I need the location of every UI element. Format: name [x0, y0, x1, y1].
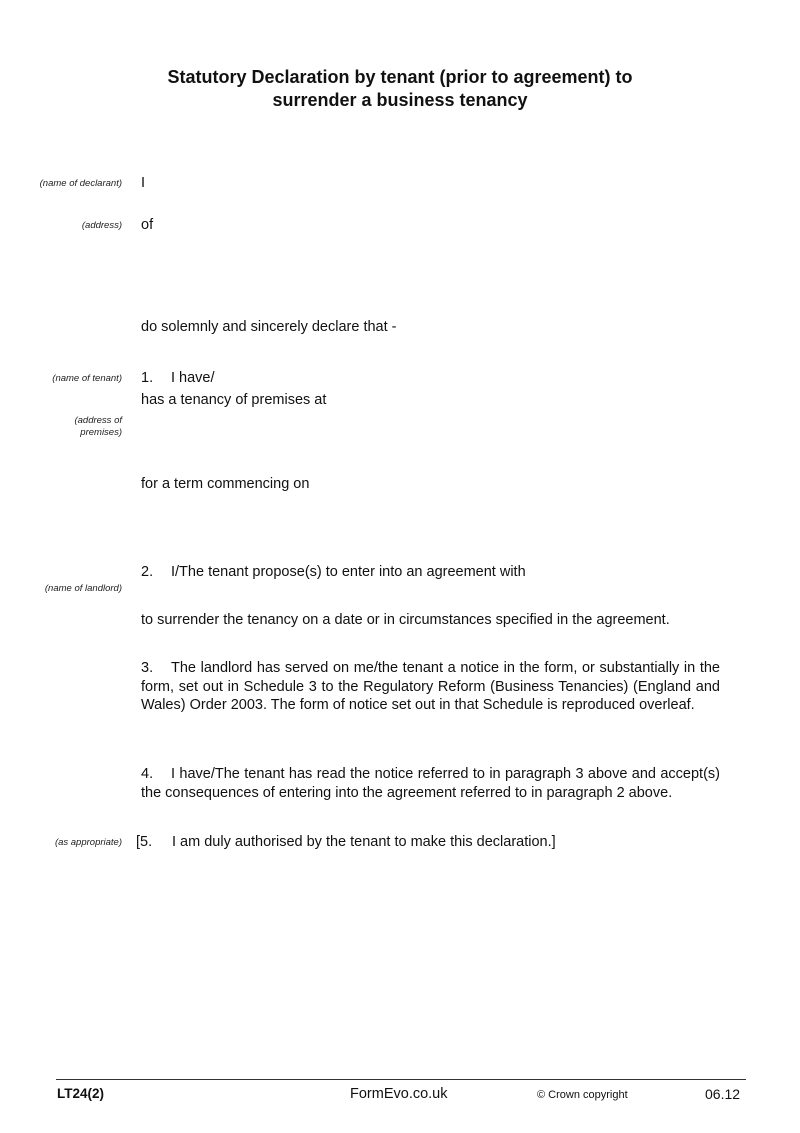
paragraph-1-number: 1.	[141, 370, 154, 386]
paragraph-4-text: I have/The tenant has read the notice referred to in paragraph 3 above and accept(s) the consequences of entering into the agreement referred to in paragraph 2 above.	[141, 766, 720, 801]
paragraph-3-text: The landlord has served on me/the tenant a notice in the form, or substantially in the form, set out in Schedule 3 to the Regulatory Reform (Business Tenancies) (England and Wales) Order 2003. The form of notice set out in that Schedule is reproduced overleaf.	[141, 660, 720, 713]
address-label: of	[141, 217, 154, 233]
margin-note-tenant: (name of tenant)	[52, 373, 122, 384]
declaration-intro: do solemnly and sincerely declare that -	[141, 319, 397, 335]
paragraph-5-number: [5.	[136, 834, 153, 850]
paragraph-1-text: I have/	[171, 370, 215, 386]
margin-note-premises	[74, 415, 122, 439]
margin-note-declarant: (name of declarant)	[39, 178, 122, 189]
paragraph-1-premises: has a tenancy of premises at	[141, 392, 327, 408]
paragraph-2-continuation: to surrender the tenancy on a date or in circumstances specified in the agreement.	[141, 612, 670, 628]
margin-note-premises-line-2: premises)	[80, 427, 122, 438]
paragraph-1-term: for a term commencing on	[141, 476, 310, 492]
footer-copyright: © Crown copyright	[537, 1089, 628, 1101]
margin-note-appropriate: (as appropriate)	[54, 837, 122, 848]
paragraph-2-text: I/The tenant propose(s) to enter into an agreement with	[171, 564, 526, 580]
margin-note-landlord: (name of landlord)	[44, 583, 122, 594]
title-line-2: surrender a business tenancy	[272, 90, 528, 110]
paragraph-4	[141, 765, 720, 802]
paragraph-2-number: 2.	[141, 564, 154, 580]
margin-note-address: (address)	[81, 220, 122, 231]
paragraph-1	[141, 369, 215, 388]
paragraph-2	[141, 563, 526, 582]
paragraph-3-number: 3.	[141, 660, 154, 676]
page-title	[0, 66, 800, 112]
paragraph-5-text: I am duly authorised by the tenant to make this declaration.]	[172, 834, 556, 850]
paragraph-4-number: 4.	[141, 766, 154, 782]
footer-date: 06.12	[705, 1086, 741, 1102]
footer-site: FormEvo.co.uk	[350, 1086, 448, 1102]
margin-note-premises-line-1: (address of	[74, 415, 122, 426]
declarant-label: I	[141, 175, 146, 191]
paragraph-5	[136, 833, 556, 852]
paragraph-3	[141, 659, 720, 715]
footer-form-code: LT24(2)	[57, 1086, 105, 1101]
footer-divider	[56, 1079, 746, 1080]
title-line-1: Statutory Declaration by tenant (prior to agreement) to	[167, 67, 633, 87]
